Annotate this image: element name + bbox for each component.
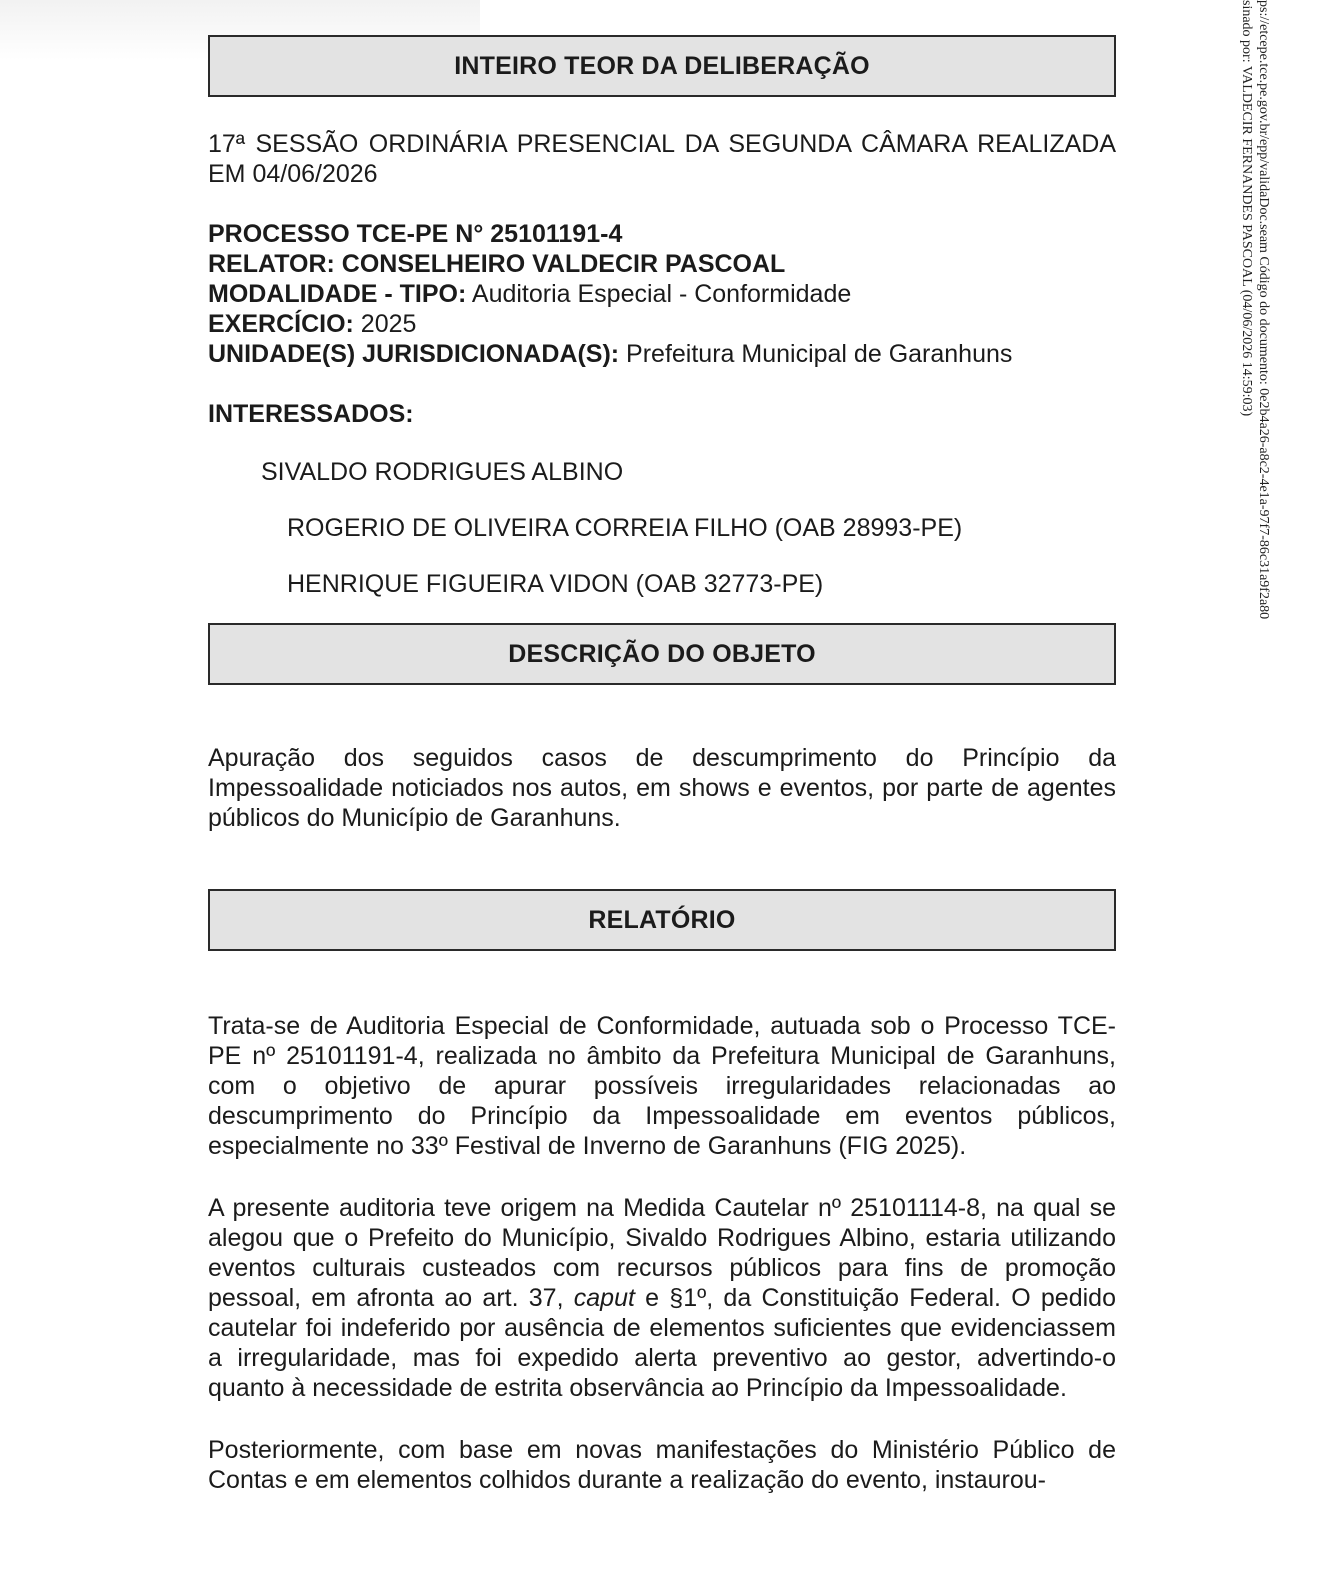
relatorio-paragraph: [208, 1193, 1116, 1403]
relatorio-paragraph: Posteriormente, com base em novas manifestações do Ministério Público de Contas e em elementos colhidos durante a realização do evento, instaurou-: [208, 1436, 1116, 1494]
relator: RELATOR: CONSELHEIRO VALDECIR PASCOAL: [208, 250, 786, 278]
signature-stamp: [1232, 0, 1272, 620]
exercicio-label: EXERCÍCIO:: [208, 310, 354, 338]
relatorio-text: A presente auditoria teve origem na Medida Cautelar nº 25101114-8, na qual se alegou que o Prefeito do Município, Sivaldo Rodrigues Albino, estaria utilizando eventos culturais custeados com recursos públicos para fins de promoção pessoal, em afronta ao art. 37,: [208, 1194, 1116, 1312]
process-metadata: [208, 219, 1116, 369]
unidade-value: Prefeitura Municipal de Garanhuns: [619, 340, 1013, 368]
process-number: PROCESSO TCE-PE N° 25101191-4: [208, 220, 623, 248]
objeto-title: DESCRIÇÃO DO OBJETO: [508, 639, 816, 668]
header-banner: [208, 35, 1116, 97]
interessados-heading: INTERESSADOS:: [208, 400, 414, 428]
objeto-description: Apuração dos seguidos casos de descumprimento do Princípio da Impessoalidade noticiados nos autos, em shows e eventos, por parte de agentes públicos do Município de Garanhuns.: [208, 744, 1116, 832]
document-page: [208, 35, 1116, 1495]
unidade-row: [208, 339, 1116, 369]
relatorio-italic-term: caput: [573, 1284, 635, 1312]
unidade-label: UNIDADE(S) JURISDICIONADA(S):: [208, 340, 620, 368]
relatorio-title: RELATÓRIO: [588, 905, 736, 934]
header-title: INTEIRO TEOR DA DELIBERAÇÃO: [454, 51, 870, 80]
relatorio-banner: [208, 889, 1116, 951]
signature-stamp-text: [1238, 0, 1272, 619]
relatorio-text: e §1º, da Constituição Federal. O pedido cautelar foi indeferido por ausência de elementos suficientes que evidenciassem a irregularidade, mas foi expedido alerta preventivo ao gestor, advertindo-o quanto à necessidade de estrita observância ao Princípio da Impessoalidade.: [208, 1284, 1116, 1402]
modalidade-value: Auditoria Especial - Conformidade: [466, 280, 852, 308]
interessado-item: ROGERIO DE OLIVEIRA CORREIA FILHO (OAB 28993-PE): [287, 514, 963, 542]
interessado-item: HENRIQUE FIGUEIRA VIDON (OAB 32773-PE): [287, 570, 824, 598]
interessado-item: SIVALDO RODRIGUES ALBINO: [261, 458, 624, 486]
signed-by: sinado por: VALDECIR FERNANDES PASCOAL (04/06/2026 14:59:03): [1239, 0, 1254, 417]
exercicio-value: 2025: [353, 310, 417, 338]
modalidade-row: [208, 279, 1116, 309]
validation-url: ps://etcepe.tce.pe.gov.br/epp/validaDoc.seam Código do documento: 0e2b4a26-a8c2-4e1a-97f7-86c31a9f2a80: [1256, 0, 1271, 620]
relatorio-paragraph: Trata-se de Auditoria Especial de Conformidade, autuada sob o Processo TCE-PE nº 25101191-4, realizada no âmbito da Prefeitura Municipal de Garanhuns, com o objetivo de apurar possíveis irregularidades relacionadas ao descumprimento do Princípio da Impessoalidade em eventos públicos, especialmente no 33º Festival de Inverno de Garanhuns (FIG 2025).: [208, 1012, 1116, 1160]
session-line: 17ª SESSÃO ORDINÁRIA PRESENCIAL DA SEGUNDA CÂMARA REALIZADA EM 04/06/2026: [208, 130, 1116, 188]
objeto-banner: [208, 623, 1116, 685]
exercicio-row: [208, 309, 1116, 339]
modalidade-label: MODALIDADE - TIPO:: [208, 280, 467, 308]
